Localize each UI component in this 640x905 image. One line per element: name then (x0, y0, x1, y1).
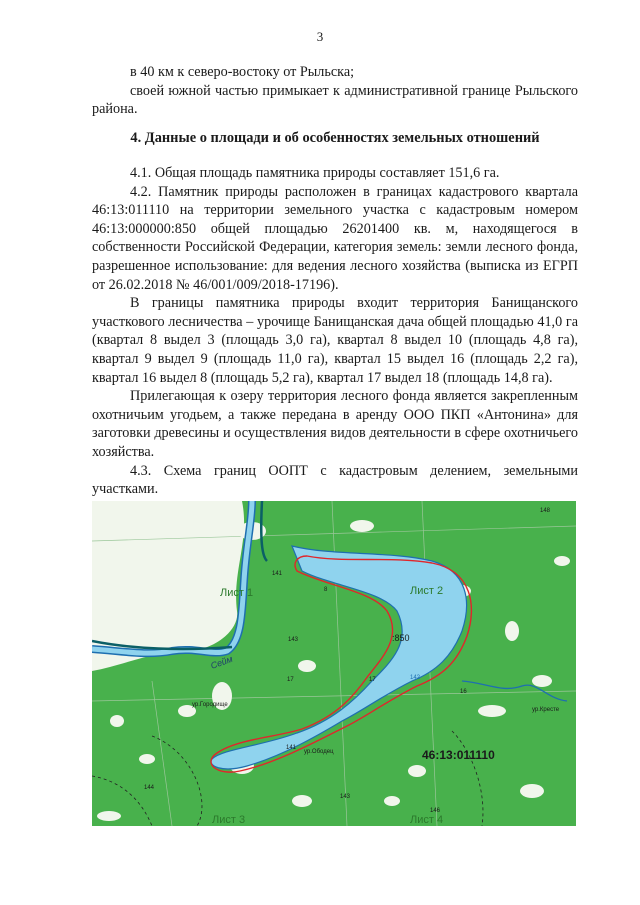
label-q144: 144 (144, 785, 155, 791)
label-obodets: ур.Ободец (304, 749, 334, 755)
paragraph-forestry: В границы памятника природы входит территория Банищанского участкового лесничества – урочище Банищанская дача общей площадью 41,0 га (квартал 8 выдел 3 (площадь 3,0 га), квартал 8 выдел 10 (площадь 4,8 га), квартал 9 выдел 9 (площадь 11,0 га), квартал 15 выдел 16 (площадь 2,2 га), квартал 16 выдел 8 (площадь 5,2 га), квартал 17 выдел 18 (площадь 14,8 га). (92, 295, 578, 386)
label-parcel: :850 (392, 633, 410, 643)
label-kreste: ур.Кресте (532, 707, 560, 713)
label-q17a: 17 (287, 677, 294, 683)
label-q148: 148 (540, 508, 551, 514)
label-quarter: 46:13:011110 (422, 748, 495, 762)
label-q8: 8 (324, 587, 328, 593)
top-text-block (92, 63, 578, 119)
label-sheet-3: Лист 3 (212, 814, 246, 826)
label-q141b: 141 (286, 745, 297, 751)
top-line-1: в 40 км к северо-востоку от Рыльска; (130, 64, 355, 80)
label-q143a: 143 (288, 637, 299, 643)
label-q143b: 143 (340, 794, 351, 800)
label-gorodishche: ур.Городище (192, 702, 228, 708)
section-heading: 4. Данные о площади и об особенностях земельных отношений (130, 130, 540, 146)
paragraph-hunting: Прилегающая к озеру территория лесного фонда является закрепленным охотничьим угодьем, а также передана в аренду ООО ПКП «Антонина» для заготовки древесины и осуществления видов деятельности в сфере охотничьего хозяйства. (92, 388, 578, 460)
paragraph-4-2: 4.2. Памятник природы расположен в границах кадастрового квартала 46:13:011110 на территории земельного участка с кадастровым номером 46:13:000000:850 общей площадью 26201400 кв. м, находящегося в собственности Российской Федерации, категория земель: земли лесного фонда, разрешенное использование: для ведения лесного хозяйства (выписка из ЕГРП от 26.02.2018 № 46/001/009/2018-17196). (92, 183, 578, 293)
label-q142: 142 (410, 675, 421, 681)
top-line-2: своей южной частью примыкает к административной границе Рыльского района. (92, 82, 578, 118)
paragraph-4-3: 4.3. Схема границ ООПТ с кадастровым делением, земельными участками. (92, 462, 578, 498)
label-sheet-4: Лист 4 (410, 814, 444, 826)
label-q146: 146 (430, 808, 441, 814)
page-number: 3 (316, 29, 324, 44)
label-q16: 16 (460, 689, 467, 695)
label-sheet-2: Лист 2 (410, 585, 444, 597)
cadastral-map (92, 501, 576, 826)
label-q141a: 141 (272, 571, 283, 577)
label-q17b: 17 (369, 677, 376, 683)
paragraph-4-1: 4.1. Общая площадь памятника природы составляет 151,6 га. (130, 165, 500, 181)
label-river: Сейм (209, 653, 235, 671)
body-text (92, 164, 578, 499)
label-sheet-1: Лист 1 (220, 587, 254, 599)
